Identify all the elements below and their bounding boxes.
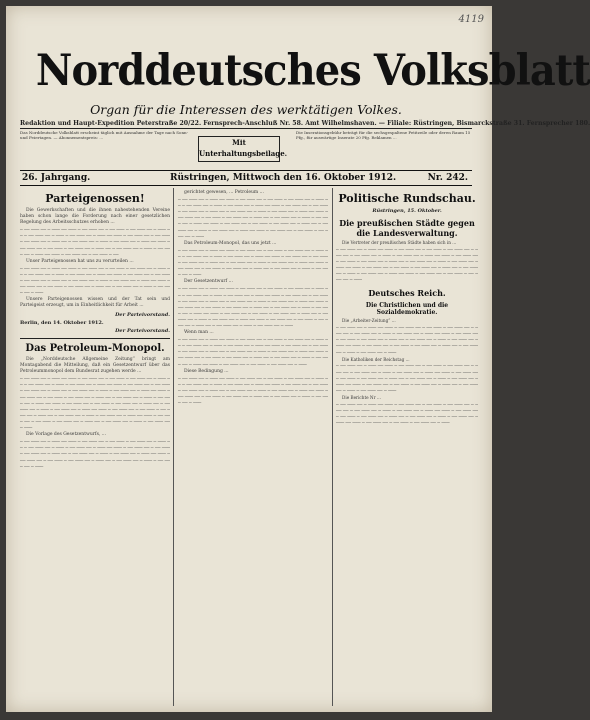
headline-petroleum-monopol: Das Petroleum-Monopol. [25, 343, 165, 354]
article-text-filler: ─ ── ─── ── ─ ─── ── ─── ─ ── ─── ── ─ ── ─── ─ ── ─── ── ─ ─── ── ─ ── ─── ── ─ ─── ─ ── ─── ── ─ ─── ── ─── ─ ── ─── ── ─ ── ─── ─ ── ─── ── ─ ─── ── ─ ── ─── ── ─ ─── ─ ── ─── ── ─ ─── ── ─── ─ ── ─── ── ─ ── ─── ─ ── ─── ── ─ ─── ── ─ ── ─── ── ─ ─── ─ ── ─── ── ─ ─── ── ─── ─ ── ─── ── ─ ── ─── ─ ── ─── ── ─ ─── [178, 338, 328, 368]
issue-place-date: Rüstringen, Mittwoch den 16. Oktober 1912. [170, 173, 397, 183]
subscription-notice: Das Norddeutsche Volksblatt erscheint täglich mit Ausnahme der Tage nach Sonn- und Feiertagen. — Abonnementspreis: ... [20, 130, 188, 141]
newspaper-page [6, 6, 590, 712]
article-text-filler: ─ ── ─── ── ─ ─── ── ─── ─ ── ─── ── ─ ── ─── ─ ── ─── ── ─ ─── ── ─ ── ─── ── ─ ─── ─ ── ─── ── ─ ─── ── ─── ─ ── ─── ── ─ ── ─── ─ ── ─── ── ─ ─── ── ─ ── ─── ── ─ ─── ─ ── ─── ── ─ ─── ── ─── ─ ── ─── ── ─ ── ─── ─ ── ─── ── ─ ─── ── ─ ── ─── ── ─ ─── ─ ── ─── ── ─ ─── [178, 376, 328, 407]
column-separator [332, 188, 333, 706]
headline-politische-rundschau: Politische Rundschau. [338, 192, 476, 205]
section-dateline: Rüstringen, 15. Oktober. [372, 208, 442, 214]
subheadline-staedte: Die preußischen Städte gegen die Landesverwaltung. [339, 218, 475, 238]
article-paragraph: Die „Norddeutsche Allgemeine Zeitung“ bringt am Montagabend die Mitteilung, daß ein Gesetzentwurf über das Petroleummonopol dem Bundesrat zugehen werde ... [20, 357, 170, 375]
header-rule [20, 128, 472, 129]
masthead-title: Norddeutsches Volksblatt [35, 46, 590, 96]
article-text-filler: ─ ── ─── ── ─ ─── ── ─── ─ ── ─── ── ─ ── ─── ─ ── ─── ── ─ ─── ── ─ ── ─── ── ─ ─── ─ ── ─── ── ─ ─── ── ─── ─ ── ─── ── ─ ── ─── ─ ── ─── ── ─ ─── ── ─ ── ─── ── ─ ─── ─ ── ─── ── ─ ─── ── ─── ─ ── ─── ── ─ ── ─── ─ ── ─── ── ─ ─── ── ─ ── ─── ── ─ ─── ─ ── ─── ── ─ ─── [20, 266, 170, 297]
column-2 [178, 190, 328, 704]
article-paragraph: Unser Parteigenossen hat uns zu verurteilen ... [26, 258, 134, 264]
article-divider [20, 338, 170, 340]
article-text-filler: ─ ── ─── ── ─ ─── ── ─── ─ ── ─── ── ─ ── ─── ─ ── ─── ── ─ ─── ── ─ ── ─── ── ─ ─── ─ ── ─── ── ─ ─── ── ─── ─ ── ─── ── ─ ── ─── ─ ── ─── ── ─ ─── ── ─ ── ─── ── ─ ─── ─ ── ─── ── ─ ─── ── ─── ─ ── ─── ── ─ ── ─── ─ ── ─── ── ─ ─── [336, 402, 478, 426]
issue-number: Nr. 242. [427, 173, 468, 183]
masthead-subtitle: Organ für die Interessen des werktätigen Volkes. [90, 102, 402, 117]
supplement-badge-line2: Unterhaltungsbeilage. [199, 149, 288, 158]
article-paragraph: gerichtet gewesen, ... Petroleum ... [184, 190, 264, 195]
article-text-filler: ─ ── ─── ── ─ ─── ── ─── ─ ── ─── ── ─ ── ─── ─ ── ─── ── ─ ─── ── ─ ── ─── ── ─ ─── ─ ── ─── ── ─ ─── ── ─── ─ ── ─── ── ─ ── ─── ─ ── ─── ── ─ ─── ── ─ ── ─── ── ─ ─── ─ ── ─── ── ─ ─── ── ─── ─ ── ─── ── ─ ── ─── ─ ── ─── ── ─ ─── ── ─ ── ─── ── ─ ─── ─ ── ─── ── ─ ─── [178, 248, 328, 279]
headline-parteigenossen: Parteigenossen! [45, 192, 145, 205]
article-paragraph: Diese Bedingung ... [184, 368, 229, 374]
column-1 [20, 190, 170, 704]
article-paragraph: Wenn man ... [184, 330, 214, 336]
subheadline-deutsches-reich: Deutsches Reich. [368, 288, 446, 299]
article-paragraph: Unsere Parteigenossen wissen und der Tat sein und Parteigeist erzeugt, um in Einheitlichkeit für Arbeit ... [20, 297, 170, 309]
issue-dateline [20, 170, 472, 186]
article-text-filler: ─ ── ─── ── ─ ─── ── ─── ─ ── ─── ── ─ ── ─── ─ ── ─── ── ─ ─── ── ─ ── ─── ── ─ ─── ─ ── ─── ── ─ ─── ── ─── ─ ── ─── ── ─ ── ─── ─ ── ─── ── ─ ─── ── ─ ── ─── ── ─ ─── ─ ── ─── ── ─ ─── ── ─── ─ ── ─── ── ─ ── ─── ─ ── ─── ── ─ ─── ── ─ ── ─── ── ─ ─── ─ ── ─── ── ─ ─── ── ─── ─ ── ─── ── ─ ── ─── ─ ── [20, 228, 170, 258]
article-paragraph: Der Gesetzentwurf ... [184, 279, 233, 285]
article-place-date: Berlin, den 14. Oktober 1912. [20, 319, 104, 326]
article-paragraph: Die „Arbeiter-Zeitung“ ... [342, 318, 396, 324]
article-text-filler: ─ ── ─── ── ─ ─── ── ─── ─ ── ─── ── ─ ── ─── ─ ── ─── ── ─ ─── ── ─ ── ─── ── ─ ─── ─ ── ─── ── ─ ─── ── ─── ─ ── ─── ── ─ ── ─── ─ ── ─── ── ─ ─── ── ─ ── ─── ── ─ ─── ─ ── ─── ── ─ ─── ── ─── ─ ── ─── ── ─ ── ─── ─ ── ─── ── ─ ─── ── ─ ── ─── ── ─ ─── ─ ── ─── ── ─ ─── [336, 364, 478, 394]
article-paragraph: Das Petroleum-Monopol, das uns jetzt ... [184, 240, 277, 246]
pencil-annotation: 4119 [458, 14, 484, 25]
article-signature: Der Parteivorstand. [115, 311, 170, 318]
publisher-info-line: Redaktion und Haupt-Expedition Peterstraße 20/22. Fernsprech-Anschluß Nr. 58. Amt Wilhelmshaven. — Filiale: Rüstringen, Bismarckstraße 31. Fernsprecher 180. [20, 120, 590, 127]
subheadline-christlichen: Die Christlichen und die Sozialdemokratie. [365, 302, 449, 317]
volume-label: 26. Jahrgang. [22, 173, 91, 183]
article-paragraph: Die Vertreter der preußischen Städte haben sich in ... [342, 240, 457, 245]
article-text-filler: ─ ── ─── ── ─ ─── ── ─── ─ ── ─── ── ─ ── ─── ─ ── ─── ── ─ ─── ── ─ ── ─── ── ─ ─── ─ ── ─── ── ─ ─── ── ─── ─ ── ─── ── ─ ── ─── ─ ── ─── ── ─ ─── ── ─ ── ─── ── ─ ─── ─ ── ─── ── ─ ─── ── ─── ─ ── ─── ── ─ ── ─── ─ ── ─── ── ─ ─── ── ─ ── ─── ── ─ ─── ─ ── ─── ── ─ ─── ── ─── ─ ── ─── ── ─ ── ─── ─ ── ─── ── ─ ─── [336, 247, 478, 284]
column-separator [173, 188, 174, 706]
article-text-filler: ─ ── ─── ── ─ ─── ── ─── ─ ── ─── ── ─ ── ─── ─ ── ─── ── ─ ─── ── ─ ── ─── ── ─ ─── ─ ── ─── ── ─ ─── ── ─── ─ ── ─── ── ─ ── ─── ─ ── ─── ── ─ ─── ── ─ ── ─── ── ─ ─── ─ ── ─── ── ─ ─── ── ─── ─ ── ─── ── ─ ── ─── ─ ── ─── ── ─ ─── ── ─ ── ─── ── ─ ─── ─ ── ─── ── ─ ─── [20, 440, 170, 470]
article-text-filler: ─ ── ─── ── ─ ─── ── ─── ─ ── ─── ── ─ ── ─── ─ ── ─── ── ─ ─── ── ─ ── ─── ── ─ ─── ─ ── ─── ── ─ ─── ── ─── ─ ── ─── ── ─ ── ─── ─ ── ─── ── ─ ─── ── ─ ── ─── ── ─ ─── ─ ── ─── ── ─ ─── ── ─── ─ ── ─── ── ─ ── ─── ─ ── ─── ── ─ ─── ── ─ ── ─── ── ─ ─── ─ ── ─── ── ─ ─── ── ─── ─ ── ─── ── ─ ── ─── ─ ── ─── ── ─ ─── ── ─ ── ─── ── ─ ─── ─ ── ─── ── ─ ─── ── ─── ─ ── ─── ── ─ ── ─── ─ ── ─── ── ─ ─── [178, 198, 328, 240]
column-3 [336, 190, 478, 704]
article-paragraph: Die Katholiken der Reichstag ... [342, 356, 410, 362]
article-text-filler: ─ ── ─── ── ─ ─── ── ─── ─ ── ─── ── ─ ── ─── ─ ── ─── ── ─ ─── ── ─ ── ─── ── ─ ─── ─ ── ─── ── ─ ─── ── ─── ─ ── ─── ── ─ ── ─── ─ ── ─── ── ─ ─── ── ─ ── ─── ── ─ ─── ─ ── ─── ── ─ ─── ── ─── ─ ── ─── ── ─ ── ─── ─ ── ─── ── ─ ─── ── ─ ── ─── ── ─ ─── ─ ── ─── ── ─ ─── [336, 326, 478, 356]
article-text-filler: ─ ── ─── ── ─ ─── ── ─── ─ ── ─── ── ─ ── ─── ─ ── ─── ── ─ ─── ── ─ ── ─── ── ─ ─── ─ ── ─── ── ─ ─── ── ─── ─ ── ─── ── ─ ── ─── ─ ── ─── ── ─ ─── ── ─ ── ─── ── ─ ─── ─ ── ─── ── ─ ─── ── ─── ─ ── ─── ── ─ ── ─── ─ ── ─── ── ─ ─── ── ─ ── ─── ── ─ ─── ─ ── ─── ── ─ ─── ── ─── ─ ── ─── ── ─ ── ─── ─ ── ─── ── ─ ─── ── ─ ── ─── ── ─ ─── ─ ── ─── ── ─ ─── ── ─── ─ ── ─── ── ─ ── ─── ─ ── ─── ── ─ ─── ── ─ ── ─── ── ─ ─── ─ ── ─── ── ─ ─── [178, 287, 328, 329]
article-organization: Der Parteivorstand. [115, 327, 170, 334]
article-paragraph: Die Berichte Nr ... [342, 394, 381, 400]
supplement-badge [198, 136, 288, 162]
advertising-notice: Die Inserationsgebühr beträgt für die sechsgespaltene Petitzeile oder deren Raum 15 Pfg., für auswärtige Inserate 20 Pfg. Reklamen ... [296, 130, 471, 141]
article-paragraph: Die Gewerkschaften und die ihnen nahestehenden Vereine haben schon lange die Forderung nach einer gesetzlichen Regelung des Arbeitsschutzes erhoben ... [20, 208, 170, 226]
article-text-filler: ─ ── ─── ── ─ ─── ── ─── ─ ── ─── ── ─ ── ─── ─ ── ─── ── ─ ─── ── ─ ── ─── ── ─ ─── ─ ── ─── ── ─ ─── ── ─── ─ ── ─── ── ─ ── ─── ─ ── ─── ── ─ ─── ── ─ ── ─── ── ─ ─── ─ ── ─── ── ─ ─── ── ─── ─ ── ─── ── ─ ── ─── ─ ── ─── ── ─ ─── ── ─ ── ─── ── ─ ─── ─ ── ─── ── ─ ─── ── ─── ─ ── ─── ── ─ ── ─── ─ ── ─── ── ─ ─── ── ─ ── ─── ── ─ ─── ─ ── ─── ── ─ ─── ── ─── ─ ── ─── ── ─ ── ─── ─ ── ─── ── ─ ─── ── ─ ── ─── ── ─ ─── ─ ── ─── ── ─ ─── ── ─── ─ ── ─── ── ─ ── ─── ─ ── ─── ── ─ ─── ── ─ ── ─── ── ─ ─── ─ ── ─── ── ─ ─── [20, 377, 170, 432]
article-paragraph: Die Vorlage des Gesetzentwurfs, ... [26, 432, 107, 438]
supplement-badge-line1: Mit [232, 138, 246, 147]
